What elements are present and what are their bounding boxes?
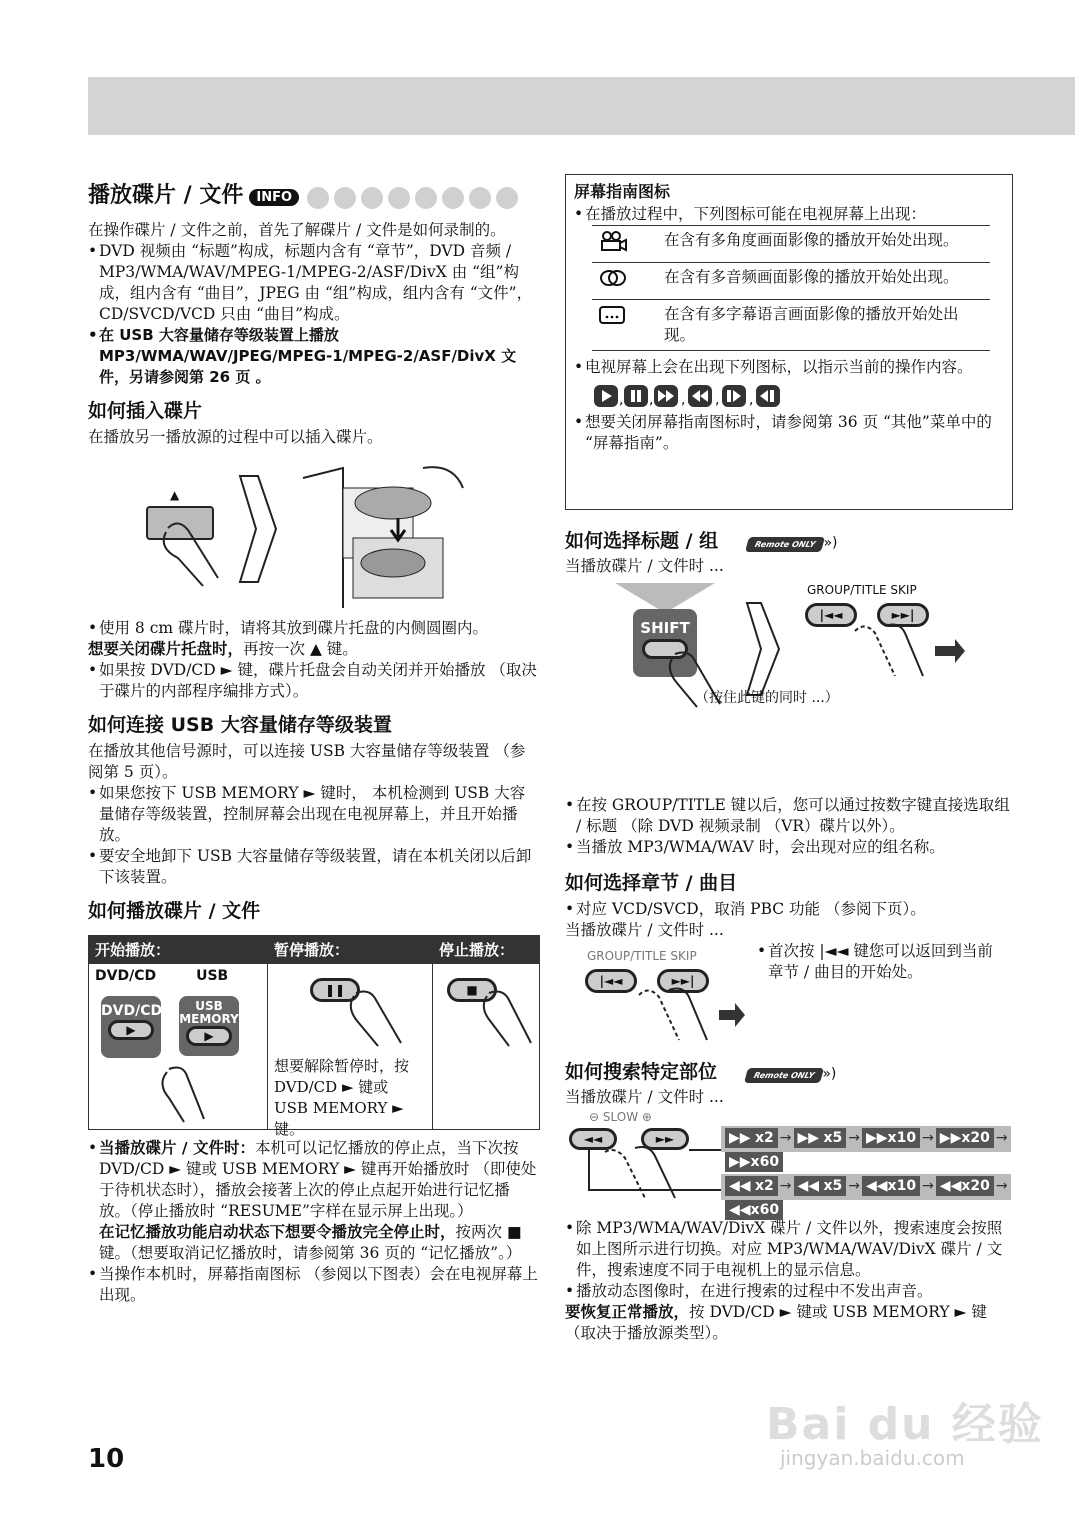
header-bar	[88, 77, 1075, 135]
finger-icon	[629, 985, 749, 1045]
remote-only-badge: Remote ONLY	[745, 537, 825, 552]
bullet-structure: • DVD 视频由 “标题”构成，标题内含有 “章节”，DVD 音频 / MP3/WMA/WAV/MPEG-1/MPEG-2/ASF/DivX 由 “组”构成，组内含有 “曲目”，JPEG 由 “组”构成，组内含有 “文件”，CD/SVCD/VCD 只由 “曲目”构成。	[88, 241, 540, 325]
stop-cell	[433, 964, 540, 1130]
rev-step: ◀◀ x5	[794, 1176, 847, 1196]
fwd-speed-sequence: ▶▶ x2 → ▶▶ x5 → ▶▶x10 → ▶▶x20 →▶▶x60	[721, 1126, 1011, 1152]
box-bullet-3: • 想要关闭屏幕指南图标时，请参阅第 36 页 “其他”菜单中的 “屏幕指南”。	[574, 412, 1004, 454]
title-heading: 如何选择标题 / 组	[565, 530, 719, 552]
finger-icon	[149, 1064, 209, 1124]
search-illustration	[565, 1110, 1017, 1218]
prev-skip-key: |◄◄	[805, 603, 857, 627]
fwd-step: ▶▶ x5	[794, 1128, 847, 1148]
shift-key: SHIFT	[633, 609, 697, 677]
usb-heading: 如何连接 USB 大容量储存等级装置	[88, 714, 392, 736]
rev-step: ◀◀x10	[862, 1176, 920, 1196]
section-title: 播放碟片 / 文件	[88, 183, 244, 208]
resume-bold: 当播放碟片 / 文件时：	[99, 1139, 255, 1157]
insert-text: 在播放另一播放源的过程中可以插入碟片。	[88, 428, 383, 446]
search-heading: 如何搜索特定部位	[565, 1061, 718, 1083]
watermark-logo: Bai du 经验	[766, 1399, 1044, 1450]
normal-bold: 要恢复正常播放，	[565, 1303, 690, 1321]
box-bullet-1: • 在播放过程中，下列图标可能在电视屏幕上出现：	[574, 204, 1004, 225]
icon-row-text: 在含有多角度画面影像的播放开始处出现。	[658, 226, 990, 263]
insert-bullet-8cm: • 使用 8 cm 碟片时，请将其放到碟片托盘的内侧圆圈内。	[88, 618, 540, 639]
decor-dot	[361, 187, 383, 209]
rev-step: ◀◀x60	[725, 1200, 783, 1220]
col-start: 开始播放：	[89, 936, 268, 964]
arrow-right-icon	[745, 601, 781, 697]
rev-step: ◀◀x20	[936, 1176, 994, 1196]
chapter-sub: 当播放碟片 / 文件时 ...	[565, 921, 724, 939]
camera-icon	[592, 226, 658, 263]
pause-key: ❚❚	[310, 978, 360, 1002]
right-column	[565, 526, 1017, 1344]
finger-icon	[148, 518, 228, 588]
title-bullet-2: • 当播放 MP3/WMA/WAV 时，会出现对应的组名称。	[565, 837, 1017, 858]
osd-bullet: • 当操作本机时，屏幕指南图标 （参阅以下图表）会在电视屏幕上出现。	[88, 1264, 540, 1306]
close-tray-text: 再按一次 ▲ 键。	[243, 640, 358, 658]
icon-row-text: 在含有多音频画面影像的播放开始处出现。	[658, 263, 990, 300]
play-heading: 如何播放碟片 / 文件	[88, 900, 261, 922]
title-sub: 当播放碟片 / 文件时 ...	[565, 557, 724, 575]
prev-skip-key: |◄◄	[585, 969, 637, 993]
gts-label: GROUP/TITLE SKIP	[807, 583, 917, 597]
normal-text: 按 DVD/CD ► 键或 USB MEMORY ► 键 （取决于播放源类型）。	[565, 1303, 987, 1342]
insert-heading: 如何插入碟片	[88, 400, 203, 422]
chapter-bullet-1: • 对应 VCD/SVCD，取消 PBC 功能 （参阅下页）。	[565, 899, 1017, 920]
resume-text: 本机可以记忆播放的停止点，当下次按 DVD/CD ► 键或 USB MEMORY ► 键再开始播放时 （即使处于待机状态时），播放会接著上次的停止点起开始进行记忆播放。（停止播放时 “RESUME”字样在显示屏上出现。）	[99, 1139, 537, 1220]
page-number: 10	[88, 1444, 125, 1474]
pause-text: 想要解除暂停时，按 DVD/CD ► 键或 USB MEMORY ► 键。	[274, 1057, 410, 1138]
chapter-illustration	[565, 942, 1017, 1047]
usb-bullet-detect: • 如果您按下 USB MEMORY ► 键时， 本机检测到 USB 大容量储存等级装置，控制屏幕会出现在电视屏幕上，并且开始播放。	[88, 783, 540, 846]
decor-dot	[307, 187, 329, 209]
finger-icon	[346, 988, 406, 1048]
watermark-url: jingyan.baidu.com	[780, 1446, 965, 1470]
usb-bullet-remove: • 要安全地卸下 USB 大容量储存等级装置，请在本机关闭以后卸下该装置。	[88, 846, 540, 888]
left-column	[88, 178, 540, 1306]
fwd-step: ▶▶x20	[936, 1128, 994, 1148]
signal-icon: »)	[823, 535, 838, 551]
svg-text:,: ,	[749, 392, 754, 408]
arrow-right-icon	[238, 474, 278, 584]
hold-note: （按住此键的同时 ...）	[695, 690, 839, 706]
next-skip-key: ►►|	[657, 969, 709, 993]
subtitle-icon	[592, 300, 658, 351]
icon-table	[592, 225, 990, 350]
resume-text-2: 按两次 ■ 键。（想要取消记忆播放时，请参阅第 36 页的 “记忆播放”。）	[99, 1223, 522, 1262]
decor-dot	[388, 187, 410, 209]
resume-bold-2: 在记忆播放功能启动状态下想要令播放完全停止时，	[99, 1223, 456, 1241]
decor-dot	[496, 187, 518, 209]
fwd-step: ▶▶ x2	[725, 1128, 778, 1148]
search-bullet-2: • 播放动态图像时，在进行搜索的过程中不发出声音。	[565, 1281, 1017, 1302]
search-lines	[585, 1140, 725, 1202]
operation-icons	[594, 384, 1004, 408]
dvd-cd-key: DVD/CD ▶	[101, 996, 161, 1058]
icon-row-text: 在含有多字幕语言画面影像的播放开始处出现。	[664, 305, 959, 344]
rev-speed-sequence: ◀◀ x2 → ◀◀ x5 → ◀◀x10 → ◀◀x20 →◀◀x60	[721, 1174, 1011, 1200]
audio-icon	[592, 263, 658, 300]
search-sub: 当播放碟片 / 文件时 ...	[565, 1088, 724, 1106]
rev-step: ◀◀ x2	[725, 1176, 778, 1196]
insert-illustration	[88, 458, 540, 608]
stop-key: ■	[447, 978, 497, 1002]
decor-dot	[442, 187, 464, 209]
playback-table	[88, 935, 540, 1138]
finger-icon	[845, 621, 965, 681]
chapter-note: • 首次按 |◄◄ 键您可以返回到当前章节 / 曲目的开始处。	[757, 941, 1008, 983]
chapter-heading: 如何选择章节 / 曲目	[565, 872, 738, 894]
label-usb: USB	[196, 968, 229, 984]
eject-icon: ▲	[170, 488, 180, 502]
finger-icon	[479, 988, 535, 1048]
box-title: 屏幕指南图标	[574, 182, 671, 201]
slow-label-row: ⊖ SLOW ⊕	[589, 1110, 652, 1124]
remote-only-badge: Remote ONLY	[744, 1068, 824, 1083]
title-bullet-1: • 在按 GROUP/TITLE 键以后，您可以通过按数字键直接选取组 / 标题 （除 DVD 视频录制 （VR）碟片以外）。	[565, 795, 1017, 837]
search-bullet-1: • 除 MP3/WMA/WAV/DivX 碟片 / 文件以外，搜索速度会按照如上图所示进行切换。对应 MP3/WMA/WAV/DivX 碟片 / 文件，搜索速度不同于电视机上的显示信息。	[565, 1218, 1017, 1281]
info-badge: INFO	[249, 189, 299, 206]
bullet-usb-formats: • 在 USB 大容量储存等级装置上播放 MP3/WMA/WAV/JPEG/MPEG-1/MPEG-2/ASF/DivX 文件，另请参阅第 26 页 。	[88, 325, 540, 388]
decor-dot	[334, 187, 356, 209]
col-stop: 停止播放：	[433, 936, 540, 964]
next-skip-key: ►►|	[877, 603, 929, 627]
close-tray-bold: 想要关闭碟片托盘时，	[88, 640, 244, 658]
fastforward-key: ►►	[641, 1128, 689, 1150]
pause-cell	[268, 964, 433, 1138]
start-cell	[89, 964, 268, 1130]
svg-text:,: ,	[649, 392, 654, 408]
label-dvd: DVD/CD	[95, 968, 157, 984]
title-illustration	[565, 583, 1017, 731]
decor-dot	[469, 187, 491, 209]
svg-text:,: ,	[715, 392, 720, 408]
fwd-step: ▶▶x60	[725, 1152, 783, 1172]
rewind-key: ◄◄	[569, 1128, 617, 1150]
signal-icon: »)	[822, 1066, 837, 1082]
disc-tray-icon	[293, 458, 473, 608]
gts-label: GROUP/TITLE SKIP	[587, 949, 697, 963]
fwd-step: ▶▶x10	[862, 1128, 920, 1148]
decor-dot	[415, 187, 437, 209]
svg-text:,: ,	[619, 392, 624, 408]
box-bullet-2: • 电视屏幕上会在出现下列图标，以指示当前的操作内容。	[574, 357, 1004, 378]
usb-memory-key: USB MEMORY ▶	[179, 996, 239, 1056]
svg-text:,: ,	[681, 392, 686, 408]
osd-icon-box	[565, 174, 1013, 510]
insert-bullet-autoplay: • 如果按 DVD/CD ► 键，碟片托盘会自动关闭并开始播放 （取决于碟片的内部程序编排方式）。	[88, 660, 540, 702]
usb-text: 在播放其他信号源时，可以连接 USB 大容量储存等级装置 （参阅第 5 页）。	[88, 742, 526, 781]
col-pause: 暂停播放：	[268, 936, 433, 964]
intro-text: 在操作碟片 / 文件之前，首先了解碟片 / 文件是如何录制的。	[88, 221, 506, 239]
